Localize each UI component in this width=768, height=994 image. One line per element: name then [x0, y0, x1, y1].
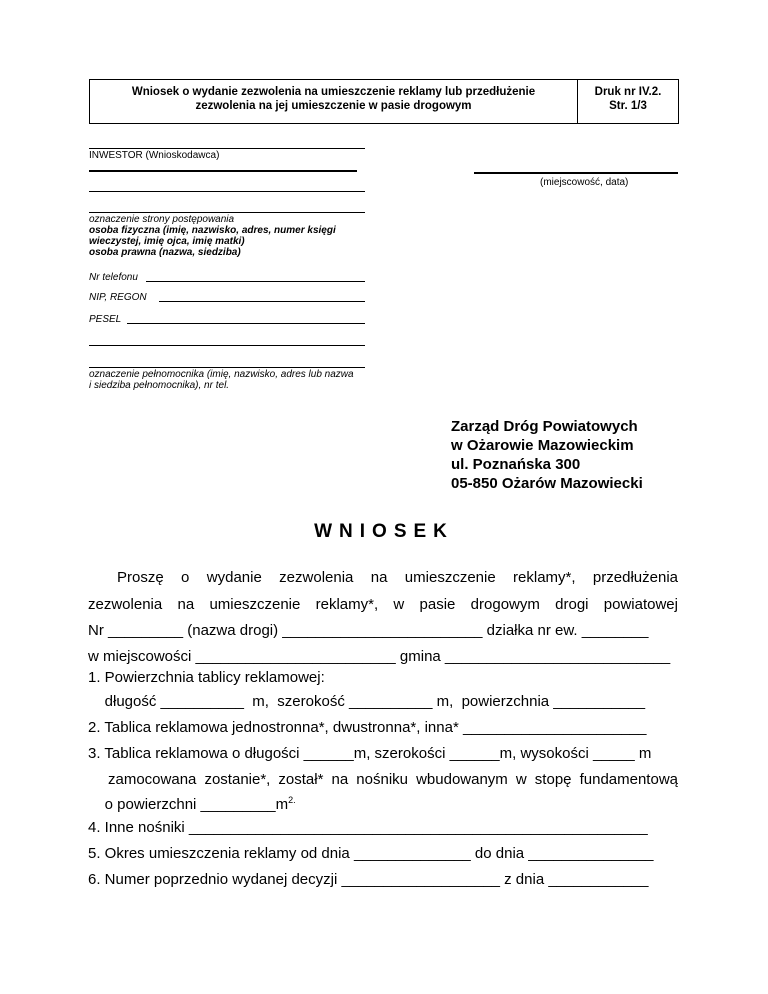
square-meter-sup: 2.: [288, 795, 296, 805]
recipient-postal: 05-850 Ożarów Mazowiecki: [451, 475, 643, 492]
form-title: [90, 80, 578, 123]
foundation-area-text: o powierzchni _________m: [88, 796, 289, 813]
place-date-label: (miejscowość, data): [540, 177, 629, 188]
page-number: Str. 1/3: [609, 100, 647, 112]
nip-regon-field[interactable]: [159, 301, 365, 302]
item-1-dimensions[interactable]: długość __________ m, szerokość __________ m, powierzchnia ___________: [88, 693, 646, 710]
item-1-heading: 1. Powierzchnia tablicy reklamowej:: [88, 669, 325, 686]
request-line-1: Proszę o wydanie zezwolenia na umieszczenie reklamy*, przedłużenia: [117, 569, 678, 586]
item-3-mounting: zamocowana zostanie*, został* na nośniku wbudowanym w stopę fundamentową: [108, 771, 678, 788]
person-label-1: osoba fizyczna (imię, nazwisko, adres, numer księgi: [89, 225, 336, 236]
proxy-label-2: i siedziba pełnomocnika), nr tel.: [89, 380, 230, 391]
proxy-label-1: oznaczenie pełnomocnika (imię, nazwisko, adres lub nazwa: [89, 369, 354, 380]
locality-field[interactable]: w miejscowości ________________________ gmina ___________________________: [88, 648, 671, 665]
pesel-field[interactable]: [127, 323, 365, 324]
item-6-previous-decision[interactable]: 6. Numer poprzednio wydanej decyzji ___________________ z dnia ____________: [88, 871, 649, 888]
document-title: WNIOSEK: [314, 521, 454, 542]
investor-label: INWESTOR (Wnioskodawca): [89, 150, 220, 161]
item-3-board-size[interactable]: 3. Tablica reklamowa o długości ______m, szerokości ______m, wysokości _____ m: [88, 745, 652, 762]
request-line-2: zezwolenia na umieszczenie reklamy*, w pasie drogowym drogi powiatowej: [88, 596, 678, 613]
item-3-foundation-area[interactable]: [88, 795, 678, 813]
investor-line-3[interactable]: [89, 191, 365, 192]
recipient-town: w Ożarowie Mazowieckim: [451, 437, 634, 454]
recipient-name: Zarząd Dróg Powiatowych: [451, 418, 638, 435]
item-4-other-carriers[interactable]: 4. Inne nośniki _______________________________________________________: [88, 819, 648, 836]
item-5-period[interactable]: 5. Okres umieszczenia reklamy od dnia ______________ do dnia _______________: [88, 845, 654, 862]
form-number: [578, 80, 678, 123]
proxy-line-1[interactable]: [89, 345, 365, 346]
party-label: oznaczenie strony postępowania: [89, 214, 235, 225]
proxy-line-2[interactable]: [89, 367, 365, 368]
form-title-line2: zezwolenia na jej umieszczenie w pasie drogowym: [195, 100, 472, 112]
investor-line-4[interactable]: [89, 212, 365, 213]
investor-line[interactable]: [89, 148, 365, 149]
phone-label: Nr telefonu: [89, 272, 138, 283]
nip-regon-label: NIP, REGON: [89, 292, 147, 303]
legal-person-label: osoba prawna (nazwa, siedziba): [89, 247, 241, 258]
person-label-2: wieczystej, imię ojca, imię matki): [89, 236, 245, 247]
road-number-field[interactable]: Nr _________ (nazwa drogi) ________________________ działka nr ew. ________: [88, 622, 649, 639]
investor-line-2[interactable]: [89, 170, 357, 172]
recipient-street: ul. Poznańska 300: [451, 456, 581, 473]
phone-field[interactable]: [146, 281, 365, 282]
header-box: [89, 79, 679, 124]
item-2-board-type[interactable]: 2. Tablica reklamowa jednostronna*, dwustronna*, inna* ______________________: [88, 719, 647, 736]
form-title-line1: Wniosek o wydanie zezwolenia na umieszczenie reklamy lub przedłużenie: [131, 86, 536, 98]
form-number-label: Druk nr IV.2.: [594, 86, 662, 98]
pesel-label: PESEL: [89, 314, 122, 325]
place-date-line[interactable]: [474, 172, 678, 174]
